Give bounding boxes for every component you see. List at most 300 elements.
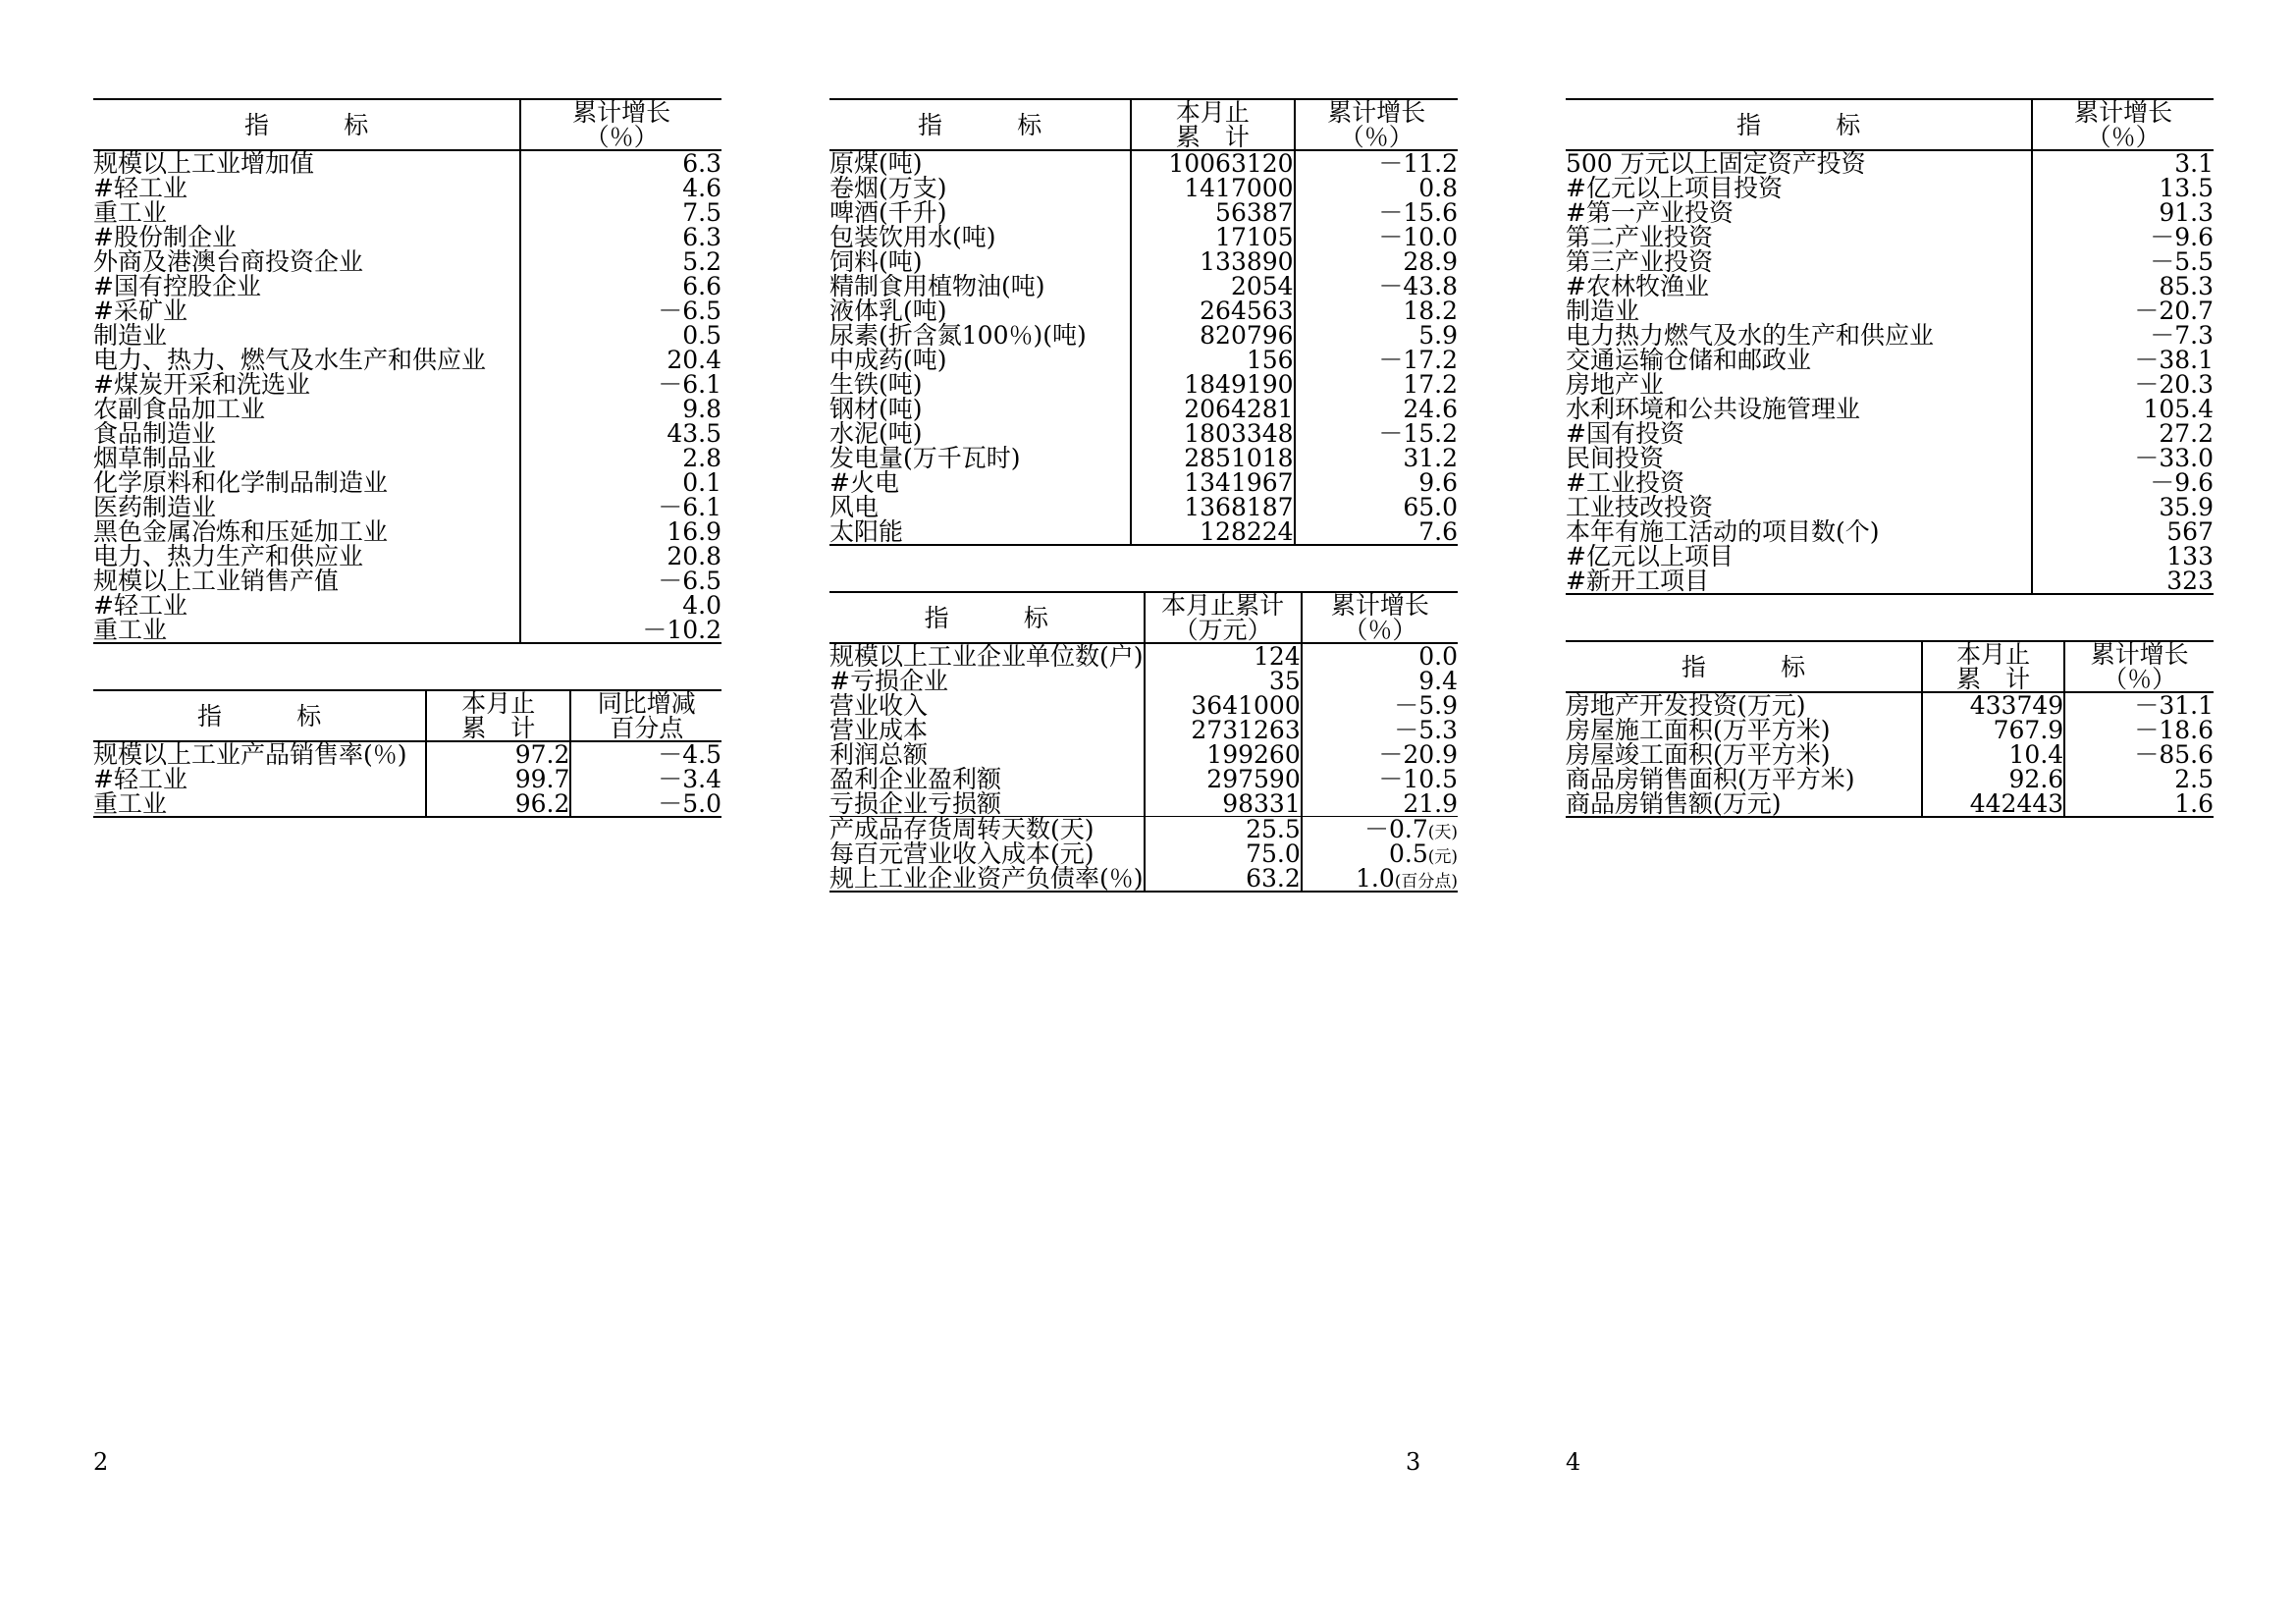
row-value-1: 297590 (1145, 767, 1302, 791)
row-label: 制造业 (1566, 297, 1640, 325)
row-value-2 (1302, 866, 1458, 892)
row-label: 精制食用植物油(吨) (829, 272, 1045, 300)
row-label: 第二产业投资 (1566, 223, 1714, 251)
row-label: 液体乳(吨) (829, 297, 947, 325)
row-value-1: 2054 (1131, 274, 1294, 298)
row-label: 500 万元以上固定资产投资 (1566, 149, 1866, 178)
row-value-1: 25.5 (1145, 817, 1302, 842)
header-indicator: 指 标 (1566, 641, 1922, 692)
row-label: 烟草制品业 (93, 444, 217, 472)
row-label: #煤炭开采和洗选业 (93, 370, 310, 399)
row-label: 化学原料和化学制品制造业 (93, 468, 389, 497)
spacer (829, 546, 1458, 591)
row-value-2: －5.3 (1302, 718, 1458, 742)
row-value-1: 1849190 (1131, 372, 1294, 397)
row-label: 水泥(吨) (829, 419, 923, 448)
row-value-2: 2.5 (2064, 767, 2214, 791)
header-indicator: 指 标 (829, 99, 1131, 150)
header-line2: 累 计 (1175, 123, 1250, 151)
row-label: 食品制造业 (93, 419, 217, 448)
row-value-1: 3641000 (1145, 693, 1302, 718)
table-real-estate-body (1566, 692, 2214, 817)
row-label: 盈利企业盈利额 (829, 765, 1002, 793)
header-cumulative-growth (1295, 99, 1458, 150)
table-row (93, 593, 721, 618)
row-value-2: －15.6 (1295, 200, 1458, 225)
row-value: －33.0 (2032, 446, 2214, 470)
row-value-1: 1368187 (1131, 495, 1294, 519)
table-row (93, 568, 721, 593)
table-header-row (1566, 641, 2214, 692)
row-label: 重工业 (93, 618, 520, 643)
header-indicator: 指 标 (93, 99, 520, 150)
header-month-end-total (1922, 641, 2064, 692)
table-row (829, 348, 1458, 372)
table-row (829, 446, 1458, 470)
table-investment-body (1566, 150, 2214, 594)
row-label: #火电 (829, 468, 899, 497)
row-value-2: 28.9 (1295, 249, 1458, 274)
row-value-1: 75.0 (1145, 841, 1302, 866)
row-label: #轻工业 (93, 174, 187, 202)
row-label: 风电 (829, 493, 880, 521)
row-value: 6.3 (520, 150, 721, 176)
table-row (1566, 692, 2214, 718)
row-value-2: －4.5 (570, 741, 721, 767)
header-line1: 本月止 (461, 689, 536, 718)
row-value: 4.0 (520, 593, 721, 618)
row-value: 2.8 (520, 446, 721, 470)
row-value-2-unit: (元) (1427, 847, 1458, 867)
row-value-2: 0.8 (1295, 176, 1458, 200)
row-value-2-unit: (百分点) (1394, 872, 1458, 892)
row-label: 饲料(吨) (829, 247, 923, 276)
row-value: －38.1 (2032, 348, 2214, 372)
table-row (829, 176, 1458, 200)
row-value-2: 1.6 (2064, 791, 2214, 817)
table-row (93, 519, 721, 544)
page-number: 2 (93, 1448, 109, 1476)
table-header-row (829, 592, 1458, 643)
row-value-1: 2851018 (1131, 446, 1294, 470)
row-value-1: 1803348 (1131, 421, 1294, 446)
table-row (829, 200, 1458, 225)
row-label: 本年有施工活动的项目数(个) (1566, 517, 1880, 546)
row-label: 尿素(折含氮100％)(吨) (829, 321, 1087, 350)
row-value-2: －3.4 (570, 767, 721, 791)
row-value: －9.6 (2032, 470, 2214, 495)
table-row (829, 421, 1458, 446)
row-label: 重工业 (93, 198, 168, 227)
table-row (93, 274, 721, 298)
row-value-1: 128224 (1131, 519, 1294, 545)
row-value: 0.1 (520, 470, 721, 495)
row-label: 重工业 (93, 791, 426, 817)
row-value: －6.1 (520, 372, 721, 397)
row-label: 规模以上工业增加值 (93, 149, 315, 178)
row-label: 电力、热力生产和供应业 (93, 542, 364, 570)
row-value-2: －18.6 (2064, 718, 2214, 742)
row-label: 规模以上工业产品销售率(％) (93, 740, 407, 769)
row-value: －6.5 (520, 568, 721, 593)
row-value-1: 156 (1131, 348, 1294, 372)
row-label: #亿元以上项目投资 (1566, 174, 1783, 202)
row-value-1: 99.7 (426, 767, 570, 791)
row-label: 啤酒(千升) (829, 198, 947, 227)
table-enterprise-finance (829, 591, 1458, 893)
row-value: 0.5 (520, 323, 721, 348)
header-line1: 本月止 (1175, 98, 1250, 127)
table-row (1566, 225, 2214, 249)
table-row (1566, 397, 2214, 421)
table-row (1566, 372, 2214, 397)
row-value: 43.5 (520, 421, 721, 446)
table-real-estate (1566, 640, 2214, 818)
row-value: 85.3 (2032, 274, 2214, 298)
header-line1: 同比增减 (597, 689, 696, 718)
column-middle (829, 98, 1458, 893)
row-value-1: 63.2 (1145, 866, 1302, 892)
row-label: 规模以上工业销售产值 (93, 567, 340, 595)
row-value-2: －17.2 (1295, 348, 1458, 372)
header-line1: 累计增长 (2090, 640, 2189, 669)
header-line2: （％） (1343, 616, 1417, 644)
row-value: 35.9 (2032, 495, 2214, 519)
table-row (829, 791, 1458, 817)
table-sales-rate (93, 689, 721, 818)
row-label: #工业投资 (1566, 468, 1684, 497)
row-value-2: 65.0 (1295, 495, 1458, 519)
table-row (1566, 323, 2214, 348)
table-row (93, 544, 721, 568)
header-line1: 累计增长 (572, 98, 671, 127)
row-value-2: －11.2 (1295, 150, 1458, 176)
table-row (829, 274, 1458, 298)
header-line1: 累计增长 (1327, 98, 1426, 127)
table-row (1566, 200, 2214, 225)
table-header-row (1566, 99, 2214, 150)
row-label: 电力热力燃气及水的生产和供应业 (1566, 321, 1935, 350)
row-value: 323 (2032, 568, 2214, 594)
table-row (829, 397, 1458, 421)
row-value-2-number: －0.7 (1363, 815, 1428, 843)
table-row (93, 348, 721, 372)
table-row (93, 495, 721, 519)
table-row (93, 372, 721, 397)
table-row (829, 372, 1458, 397)
header-line1: 累计增长 (1330, 591, 1429, 620)
table-row (93, 150, 721, 176)
row-value: 567 (2032, 519, 2214, 544)
row-value: 9.8 (520, 397, 721, 421)
row-label: 钢材(吨) (829, 395, 923, 423)
header-month-end-total (1145, 592, 1302, 643)
row-value-2-number: 0.5 (1388, 839, 1428, 868)
table-row (1566, 470, 2214, 495)
row-value: 133 (2032, 544, 2214, 568)
header-cumulative-growth (2064, 641, 2214, 692)
row-label: 第三产业投资 (1566, 247, 1714, 276)
row-value-2: －43.8 (1295, 274, 1458, 298)
row-label: 营业收入 (829, 691, 929, 720)
table-row (1566, 150, 2214, 176)
table-row (1566, 519, 2214, 544)
table-row (1566, 249, 2214, 274)
table-row (1566, 718, 2214, 742)
header-line2: 累 计 (461, 714, 536, 742)
row-value: －5.5 (2032, 249, 2214, 274)
row-value-1: 2731263 (1145, 718, 1302, 742)
row-value-2: －10.5 (1302, 767, 1458, 791)
row-value: 4.6 (520, 176, 721, 200)
spacer (1566, 595, 2214, 640)
row-value-2: －31.1 (2064, 692, 2214, 718)
row-value-2: －5.0 (570, 791, 721, 817)
table-row (93, 741, 721, 767)
row-label: 水利环境和公共设施管理业 (1566, 395, 1861, 423)
row-value-1: 96.2 (426, 791, 570, 817)
header-yoy-change (570, 690, 721, 741)
table-row (1566, 495, 2214, 519)
row-label: 电力、热力、燃气及水生产和供应业 (93, 346, 487, 374)
row-label: 产成品存货周转天数(天) (829, 815, 1095, 843)
table-row (829, 817, 1458, 842)
table-header-row (93, 690, 721, 741)
row-value-2: －10.0 (1295, 225, 1458, 249)
row-value-1: 442443 (1922, 791, 2064, 817)
row-label: 交通运输仓储和邮政业 (1566, 346, 1812, 374)
row-value-1: 10063120 (1131, 150, 1294, 176)
table-row (1566, 348, 2214, 372)
row-value: －10.2 (520, 618, 721, 643)
row-label: #轻工业 (93, 765, 187, 793)
row-value-1: 17105 (1131, 225, 1294, 249)
table-row (93, 470, 721, 495)
table-row (829, 470, 1458, 495)
row-value-2: 18.2 (1295, 298, 1458, 323)
table-finance-body (829, 643, 1458, 892)
row-value-2: 24.6 (1295, 397, 1458, 421)
table-row (829, 841, 1458, 866)
row-label: 卷烟(万支) (829, 174, 947, 202)
row-value: 5.2 (520, 249, 721, 274)
table-row (93, 791, 721, 817)
header-month-end-total (1131, 99, 1294, 150)
row-value: 105.4 (2032, 397, 2214, 421)
table-row (829, 495, 1458, 519)
table-row (829, 767, 1458, 791)
table-row (93, 323, 721, 348)
row-label: 外商及港澳台商投资企业 (93, 247, 364, 276)
table-row (1566, 791, 2214, 817)
table-row (1566, 568, 2214, 594)
row-label: 农副食品加工业 (93, 395, 266, 423)
table-row (829, 323, 1458, 348)
header-line2: （％） (1339, 123, 1414, 151)
table-row (93, 298, 721, 323)
table-row (829, 150, 1458, 176)
row-value-1: 433749 (1922, 692, 2064, 718)
table-row (829, 643, 1458, 669)
row-label: 房屋竣工面积(万平方米) (1566, 740, 1831, 769)
row-label: #股份制企业 (93, 223, 237, 251)
header-month-end-total (426, 690, 570, 741)
header-line1: 累计增长 (2074, 98, 2173, 127)
column-right (1566, 98, 2214, 818)
row-label: 房屋施工面积(万平方米) (1566, 716, 1831, 744)
table-row (1566, 176, 2214, 200)
table-header-row (829, 99, 1458, 150)
table-products-output (829, 98, 1458, 546)
row-value-1: 820796 (1131, 323, 1294, 348)
row-value-1: 1417000 (1131, 176, 1294, 200)
row-value-2: －5.9 (1302, 693, 1458, 718)
row-value-1: 92.6 (1922, 767, 2064, 791)
table-row (829, 249, 1458, 274)
row-value-1: 10.4 (1922, 742, 2064, 767)
row-label: 亏损企业亏损额 (829, 791, 1145, 817)
row-label: 房地产业 (1566, 370, 1665, 399)
header-cumulative-growth (2032, 99, 2214, 150)
row-label: 太阳能 (829, 519, 1131, 545)
row-label: 制造业 (93, 321, 168, 350)
row-label: #农林牧渔业 (1566, 272, 1709, 300)
page-number: 4 (1566, 1448, 1581, 1476)
row-value-1: 35 (1145, 669, 1302, 693)
row-value-2: 17.2 (1295, 372, 1458, 397)
table-row (93, 176, 721, 200)
row-label: #第一产业投资 (1566, 198, 1734, 227)
table-row (829, 693, 1458, 718)
row-label: 中成药(吨) (829, 346, 947, 374)
table-row (1566, 742, 2214, 767)
row-value: －7.3 (2032, 323, 2214, 348)
row-value: －6.5 (520, 298, 721, 323)
row-value-2: 9.4 (1302, 669, 1458, 693)
header-line1: 本月止累计 (1161, 591, 1285, 620)
row-value: 91.3 (2032, 200, 2214, 225)
page-number: 3 (1406, 1448, 1421, 1476)
table-fixed-asset-investment (1566, 98, 2214, 595)
table-row (93, 225, 721, 249)
table-row (829, 298, 1458, 323)
row-value: 20.8 (520, 544, 721, 568)
row-value-1: 98331 (1145, 791, 1302, 817)
row-value-2 (1302, 817, 1458, 842)
column-left (93, 98, 721, 818)
header-line2: 百分点 (610, 714, 684, 742)
row-value-2: －85.6 (2064, 742, 2214, 767)
table-row (93, 421, 721, 446)
row-value-1: 97.2 (426, 741, 570, 767)
row-label: #新开工项目 (1566, 568, 2032, 594)
table-row (1566, 421, 2214, 446)
row-label: 工业技改投资 (1566, 493, 1714, 521)
row-label: 商品房销售额(万元) (1566, 791, 1922, 817)
table-header-row (93, 99, 721, 150)
table-row (1566, 767, 2214, 791)
row-value-1: 199260 (1145, 742, 1302, 767)
table-row (829, 866, 1458, 892)
row-label: #国有控股企业 (93, 272, 261, 300)
header-line1: 本月止 (1956, 640, 2031, 669)
table-industry-body (93, 150, 721, 643)
header-line2: （万元） (1173, 616, 1272, 644)
row-value: 13.5 (2032, 176, 2214, 200)
header-line2: （％） (584, 123, 659, 151)
header-indicator: 指 标 (829, 592, 1145, 643)
table-row (93, 767, 721, 791)
row-label: 民间投资 (1566, 444, 1665, 472)
table-row (829, 669, 1458, 693)
row-label: 原煤(吨) (829, 149, 923, 178)
row-label: 每百元营业收入成本(元) (829, 839, 1095, 868)
header-indicator: 指 标 (1566, 99, 2032, 150)
row-value-2 (1302, 841, 1458, 866)
row-label: #亿元以上项目 (1566, 542, 1734, 570)
row-value-1: 124 (1145, 643, 1302, 669)
header-line2: （％） (2086, 123, 2161, 151)
table-row (1566, 298, 2214, 323)
row-value: －6.1 (520, 495, 721, 519)
row-value-2: 0.0 (1302, 643, 1458, 669)
table-products-body (829, 150, 1458, 545)
header-indicator: 指 标 (93, 690, 426, 741)
row-label: #亏损企业 (829, 667, 948, 695)
row-value-2: 21.9 (1302, 791, 1458, 817)
row-label: 生铁(吨) (829, 370, 923, 399)
row-label: 发电量(万千瓦时) (829, 444, 1021, 472)
row-value: 20.4 (520, 348, 721, 372)
row-value-1: 1341967 (1131, 470, 1294, 495)
row-value-2: －20.9 (1302, 742, 1458, 767)
table-industry-growth (93, 98, 721, 644)
row-value-2: 5.9 (1295, 323, 1458, 348)
row-label: 包装饮用水(吨) (829, 223, 996, 251)
row-value-1: 133890 (1131, 249, 1294, 274)
table-row (1566, 544, 2214, 568)
table-row (1566, 274, 2214, 298)
row-value: 6.6 (520, 274, 721, 298)
row-value-2: 31.2 (1295, 446, 1458, 470)
row-label: #采矿业 (93, 297, 187, 325)
row-value-1: 56387 (1131, 200, 1294, 225)
row-value: 7.5 (520, 200, 721, 225)
table-row (93, 249, 721, 274)
table-row (93, 397, 721, 421)
row-value-2-number: 1.0 (1355, 864, 1395, 893)
row-label: 黑色金属冶炼和压延加工业 (93, 517, 389, 546)
row-label: 规上工业企业资产负债率(％) (829, 864, 1144, 893)
table-row (93, 200, 721, 225)
table-row (829, 742, 1458, 767)
row-label: 医药制造业 (93, 493, 217, 521)
spacer (93, 644, 721, 689)
table-row (1566, 446, 2214, 470)
row-label: 利润总额 (829, 740, 929, 769)
row-value: 16.9 (520, 519, 721, 544)
row-label: #轻工业 (93, 591, 187, 620)
header-line2: （％） (2103, 665, 2177, 693)
table-row (829, 519, 1458, 545)
row-value: －20.3 (2032, 372, 2214, 397)
row-value: －20.7 (2032, 298, 2214, 323)
row-value: 6.3 (520, 225, 721, 249)
header-cumulative-growth (1302, 592, 1458, 643)
row-value-1: 2064281 (1131, 397, 1294, 421)
row-value-1: 264563 (1131, 298, 1294, 323)
row-value-1: 767.9 (1922, 718, 2064, 742)
